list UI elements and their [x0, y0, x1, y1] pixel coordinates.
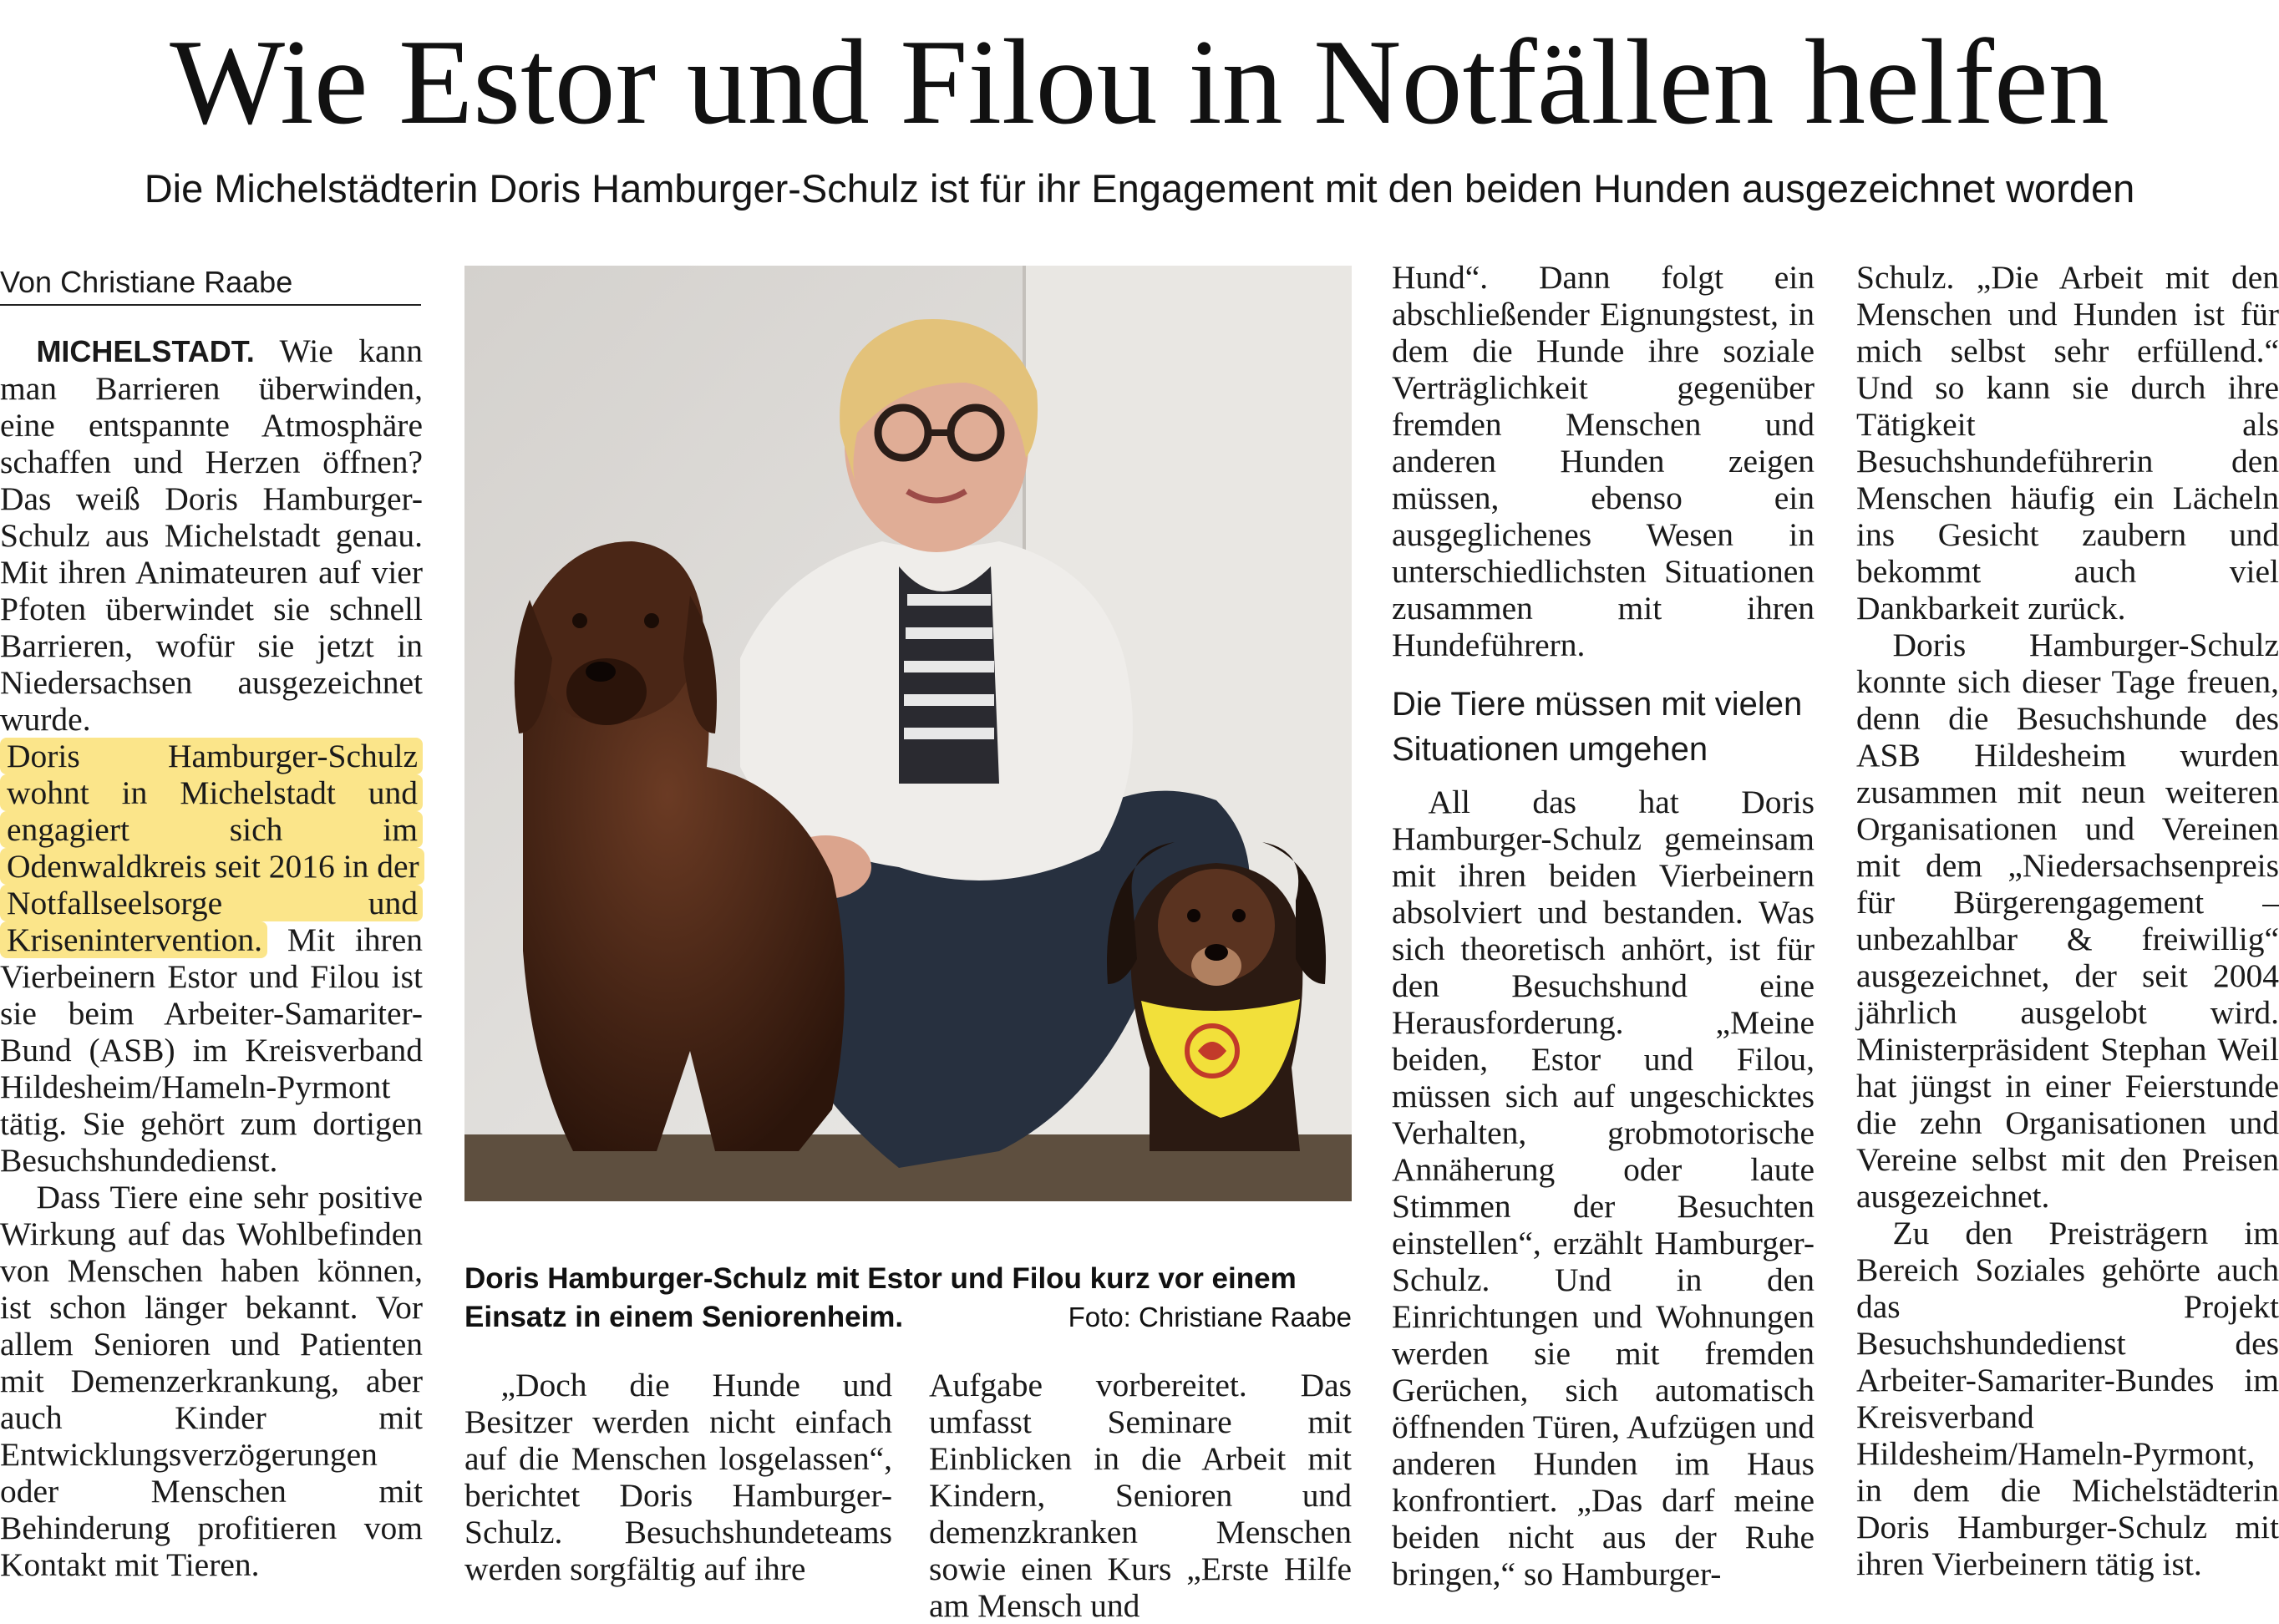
article-column-1: [0, 332, 423, 1583]
byline: Von Christiane Raabe: [0, 262, 421, 306]
photo-caption: [464, 1260, 1352, 1337]
section-subheading: Die Tiere müssen mit vielen Situationen umgehen: [1392, 686, 1803, 768]
dateline: MICHELSTADT.: [36, 334, 255, 368]
article-column-4: [1392, 259, 1815, 1592]
paragraph: Hund“. Dann folgt ein abschließender Eignungstest, in dem die Hunde ihre soziale Verträglichkeit gegenüber fremden Menschen und anderen Hunden zeigen müssen, ebenso ein ausgeglichenes Wesen in unterschiedlichsten Situationen zusammen mit ihren Hundeführern.: [1392, 259, 1815, 663]
paragraph: Doris Hamburger-Schulz konnte sich dieser Tage freuen, denn die Besuchshunde des ASB Hildesheim wurden zusammen mit neun weiteren Organisationen und Vereinen mit dem „Niedersachsenpreis für Bürgerengagement – unbezahlbar & freiwillig“ ausgezeichnet, der seit 2004 jährlich ausgelobt wird. Ministerpräsident Stephan Weil hat jüngst in einer Feierstunde die zehn Organisationen und Vereine selbst mit den Preisen ausgezeichnet.: [1856, 627, 2279, 1215]
caption-text: Doris Hamburger-Schulz mit Estor und Filou kurz vor einem Einsatz in einem Seniorenheim.: [464, 1262, 1297, 1333]
paragraph: Doris Hamburger-Schulz wohnt in Michelstadt und engagiert sich im Odenwaldkreis seit 2016 in der Notfallseelsorge und Krisenintervention. Mit ihren Vierbeinern Estor und Filou ist sie beim Arbeiter-Samariter-Bund (ASB) im Kreisverband Hildesheim/Hameln-Pyrmont tätig. Sie gehört zum dortigen Besuchshundedienst.: [0, 738, 423, 1179]
article-column-2: [464, 1367, 892, 1587]
article-column-5: [1856, 259, 2279, 1582]
paragraph: Dass Tiere eine sehr positive Wirkung auf das Wohlbefinden von Menschen haben können, ist schon länger bekannt. Vor allem Senioren und Patienten mit Demenzerkrankung, aber auch Kinder mit Entwicklungsverzögerungen oder Menschen mit Behinderung profitieren vom Kontakt mit Tieren.: [0, 1179, 423, 1583]
paragraph: Schulz. „Die Arbeit mit den Menschen und Hunden ist für mich selbst sehr erfüllend.“ Und so kann sie durch ihre Tätigkeit als Besuchshundeführerin den Menschen häufig ein Lächeln ins Gesicht zaubern und bekommt auch viel Dankbarkeit zurück.: [1856, 259, 2279, 627]
paragraph: „Doch die Hunde und Besitzer werden nicht einfach auf die Menschen losgelassen“, berichtet Doris Hamburger-Schulz. Besuchshundeteams werden sorgfältig auf ihre: [464, 1367, 892, 1587]
highlighted-passage: Doris Hamburger-Schulz wohnt in Michelstadt und engagiert sich im Odenwaldkreis seit 2016 in der Notfallseelsorge und Krisenintervention.: [0, 738, 424, 958]
paragraph: MICHELSTADT. Wie kann man Barrieren überwinden, eine entspannte Atmosphäre schaffen und Herzen öffnen? Das weiß Doris Hamburger-Schulz aus Michelstadt genau. Mit ihren Animateuren auf vier Pfoten überwindet sie schnell Barrieren, wofür sie jetzt in Niedersachsen ausgezeichnet wurde.: [0, 332, 423, 738]
paragraph: Aufgabe vorbereitet. Das umfasst Seminare mit Einblicken in die Arbeit mit Kindern, Senioren und demenzkranken Menschen sowie einen Kurs „Erste Hilfe am Mensch und: [929, 1367, 1352, 1624]
headline: Wie Estor und Filou in Notfällen helfen: [170, 14, 2109, 150]
photo-credit: Foto: Christiane Raabe: [1068, 1302, 1352, 1332]
subheadline: Die Michelstädterin Doris Hamburger-Schulz ist für ihr Engagement mit den beiden Hunden ausgezeichnet worden: [144, 166, 2135, 211]
paragraph: Zu den Preisträgern im Bereich Soziales gehörte auch das Projekt Besuchshundedienst des Arbeiter-Samariter-Bundes im Kreisverband Hildesheim/Hameln-Pyrmont, in dem die Michelstädterin Doris Hamburger-Schulz mit ihren Vierbeinern tätig ist.: [1856, 1215, 2279, 1582]
article-column-3: [929, 1367, 1352, 1624]
article-photo: [464, 266, 1352, 1201]
photo-illustration: [464, 266, 1352, 1201]
paragraph: All das hat Doris Hamburger-Schulz gemeinsam mit ihren beiden Vierbeinern absolviert und bestanden. Was sich theoretisch anhört, ist für den Besuchshund eine Herausforderung. „Meine beiden, Estor und Filou, müssen sich auf ungeschicktes Verhalten, grobmotorische Annäherung oder laute Stimmen der Besuchten einstellen“, erzählt Hamburger-Schulz. Und in den Einrichtungen und Wohnungen werden sie mit fremden Gerüchen, sich automatisch öffnenden Türen, Aufzügen und anderen Hunden im Haus konfrontiert. „Das darf meine beiden nicht aus der Ruhe bringen,“ so Hamburger-: [1392, 784, 1815, 1592]
